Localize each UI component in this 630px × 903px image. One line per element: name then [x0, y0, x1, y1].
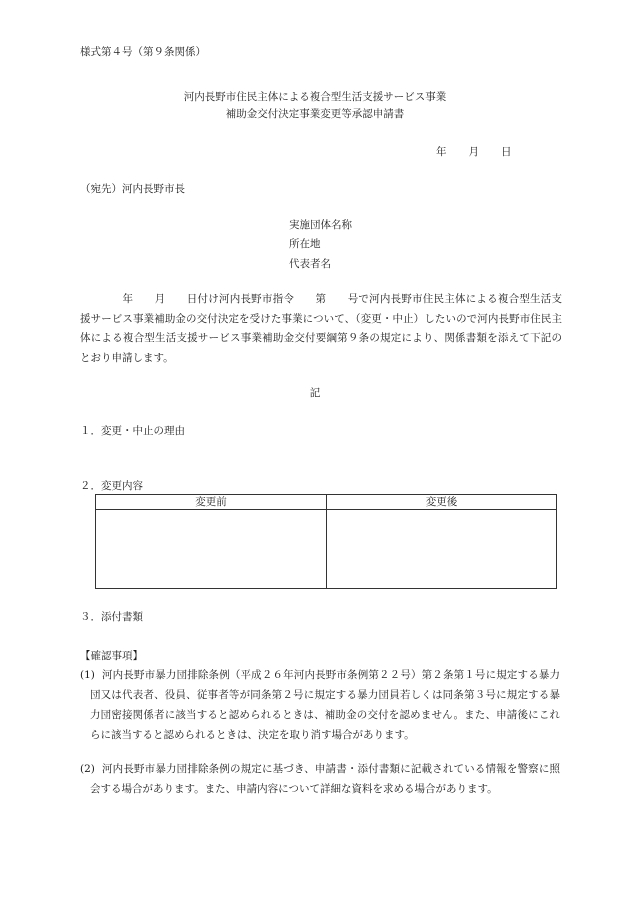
confirm-heading: 【確認事項】 — [80, 650, 143, 662]
section-3-heading: ３．添付書類 — [80, 611, 143, 623]
section-2-heading: ２．変更内容 — [80, 480, 143, 492]
confirm-item — [80, 759, 560, 799]
applicant-org-name-label: 実施団体名称 — [289, 219, 352, 231]
title-line-2: 補助金交付決定事業変更等承認申請書 — [225, 108, 405, 120]
addressee: （宛先）河内長野市長 — [80, 183, 185, 195]
after-column — [327, 495, 556, 588]
confirm-item-text: 河内長野市暴力団排除条例の規定に基づき、申請書・添付書類に記載されている情報を警察に照会する場合があります。また、申請内容について詳細な資料を求める場合があります。 — [90, 763, 560, 795]
after-header: 変更後 — [327, 495, 556, 510]
before-header: 変更前 — [96, 495, 326, 510]
applicant-representative-label: 代表者名 — [289, 258, 331, 270]
date-year-label: 年 — [436, 146, 447, 158]
before-column — [96, 495, 327, 588]
confirm-item-number: (1) — [80, 669, 95, 681]
ki-heading: 記 — [309, 387, 321, 399]
date-month-label: 月 — [468, 146, 479, 158]
title-line-1: 河内長野市住民主体による複合型生活支援サービス事業 — [183, 91, 447, 103]
confirm-item — [80, 665, 560, 745]
date-day-label: 日 — [501, 146, 512, 158]
confirm-item-number: (2) — [80, 763, 95, 775]
change-details-table — [95, 494, 557, 589]
confirm-item-text: 河内長野市暴力団排除条例（平成２６年河内長野市条例第２２号）第２条第１号に規定する暴力団又は代表者、役員、従事者等が同条第２号に規定する暴力団員若しくは同条第３号に規定する暴力団密接関係者に該当すると認められるときは、補助金の交付を認めません。また、申請後にこれらに該当すると認められるときは、決定を取り消す場合があります。 — [90, 669, 560, 741]
form-number: 様式第４号（第９条関係） — [80, 46, 206, 58]
date-line — [436, 144, 512, 159]
applicant-address-label: 所在地 — [289, 238, 321, 250]
section-1-heading: １．変更・中止の理由 — [80, 425, 185, 437]
body-paragraph: 年 月 日付け河内長野市指令 第 号で河内長野市住民主体による複合型生活支援サービス事業補助金の交付決定を受けた事業について、（変更・中止）したいので河内長野市住民主体による複合型生活支援サービス事業補助金交付要綱第９条の規定により、関係書類を添えて下記のとおり申請します。 — [80, 293, 562, 364]
